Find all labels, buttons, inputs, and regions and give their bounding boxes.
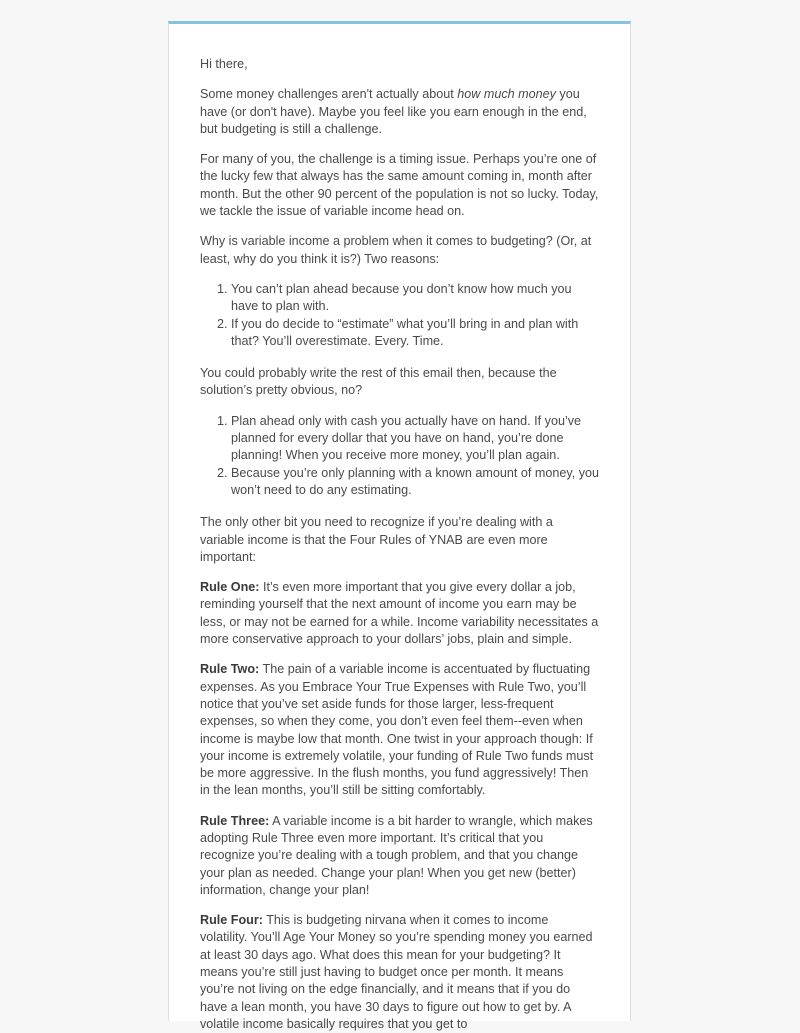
intro-emphasis: how much money [457,87,556,102]
list-item: 1. You can’t plan ahead because you don’t know how much you have to plan with. [231,281,599,316]
email-body [169,24,630,1033]
list-item: 2. If you do decide to “estimate” what you’ll bring in and plan with that? You’ll overestimate. Every. Time. [231,316,599,351]
intro-text-end: you have (or don't have). Maybe you feel like you earn enough in the end, but budgeting is still a challenge. [200,87,587,136]
paragraph-reasons: Why is variable income a problem when it comes to budgeting? (Or, at least, why do you think it is?) Two reasons: [200,234,592,266]
email-card [168,21,631,1031]
rule-two-text: The pain of a variable income is accentuated by fluctuating expenses. As you Embrace Your True Expenses with Rule Two, you’ll notice that you’ve set aside funds for those larger, less-frequent expenses, so when they come, you don’t even feel them--even when income is maybe low that month. One twist in your approach though: If your income is extremely volatile, your funding of Rule Two funds must be more aggressive. In the flush months, you fund aggressively! Then in the lean months, you’ll still be sitting comfortably. [200,662,594,798]
solutions-list [200,413,599,499]
rule-three [200,813,599,899]
intro-text-start: Some money challenges aren't actually about [200,87,458,102]
rule-one-text: It’s even more important that you give every dollar a job, reminding yourself that the next amount of income you earn may be less, or may not be earned for a while. Income variability necessitates a more conservative approach to your dollars’ jobs, plain and simple. [200,580,599,647]
rule-one-title: Rule One: [200,580,260,595]
reasons-list [200,281,599,350]
rule-two-title: Rule Two: [200,662,260,677]
rule-two [200,661,599,799]
rule-one [200,579,599,648]
rule-three-title: Rule Three: [200,813,270,828]
rule-four [200,912,599,1033]
rule-three-text: A variable income is a bit harder to wrangle, which makes adopting Rule Three even more important. It’s critical that you recognize you’re dealing with a tough problem, and that you change your plan as needed. Change your plan! When you get new (better) information, change your plan! [200,813,593,897]
paragraph-intro [200,86,599,138]
paragraph-four-rules: The only other bit you need to recognize if you’re dealing with a variable income is that the Four Rules of YNAB are even more important: [200,515,553,564]
rule-four-title: Rule Four: [200,913,263,928]
greeting: Hi there, [200,57,248,71]
rule-four-text: This is budgeting nirvana when it comes to income volatility. You’ll Age Your Money so you’re spending money you earned at least 30 days ago. What does this mean for your budgeting? It means you’re still just having to budget once per month. It means you’re not living on the edge financially, and it means that if you do have a lean month, you have 30 days to figure out how to get by. A volatile income basically requires that you get to [200,913,593,1031]
paragraph-timing: For many of you, the challenge is a timing issue. Perhaps you’re one of the lucky few that always has the same amount coming in, month after month. But the other 90 percent of the population is not so lucky. Today, we tackle the issue of variable income head on. [200,152,599,219]
list-item: 2. Because you’re only planning with a known amount of money, you won’t need to do any estimating. [231,465,599,500]
paragraph-solution: You could probably write the rest of this email then, because the solution’s pretty obvious, no? [200,366,557,398]
list-item: 1. Plan ahead only with cash you actually have on hand. If you’ve planned for every dollar that you have on hand, you’re done planning! When you receive more money, you’ll plan again. [231,413,599,465]
